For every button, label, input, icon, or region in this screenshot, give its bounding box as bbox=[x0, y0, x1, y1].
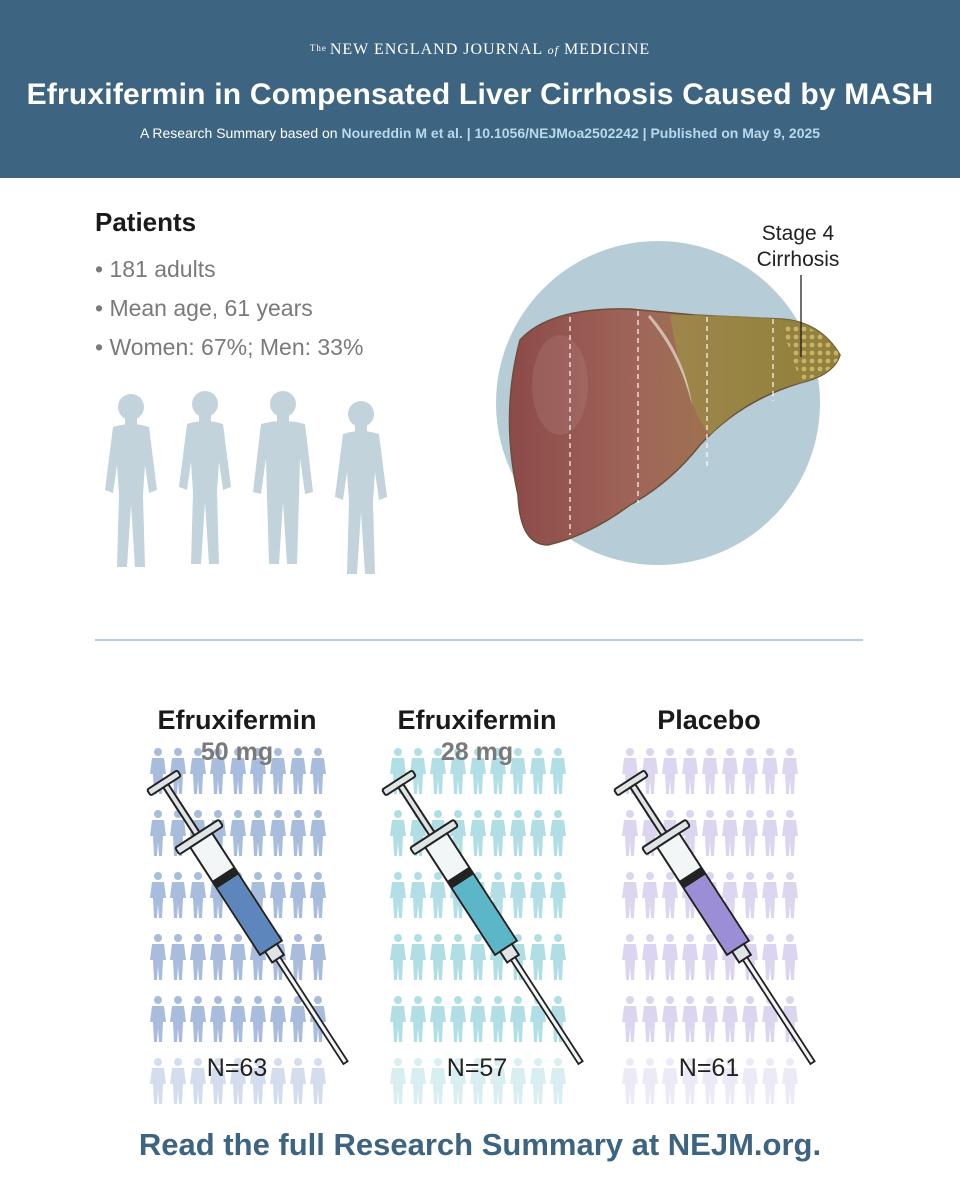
population-figure bbox=[642, 996, 658, 1042]
silhouette-woman-3 bbox=[335, 401, 387, 574]
population-figure bbox=[230, 934, 246, 980]
population-figure bbox=[682, 748, 698, 794]
population-figure bbox=[310, 810, 326, 856]
population-figure bbox=[270, 810, 286, 856]
syringe-icon-28mg bbox=[375, 766, 602, 1077]
group-2-count: N=57 bbox=[446, 1054, 508, 1082]
population-figure bbox=[550, 934, 566, 980]
footer-link[interactable]: Read the full Research Summary at NEJM.org. bbox=[138, 1127, 822, 1162]
population-figure bbox=[250, 996, 266, 1042]
population-figure bbox=[270, 872, 286, 918]
population-figure bbox=[230, 996, 246, 1042]
population-figure bbox=[390, 810, 406, 856]
population-figure bbox=[742, 872, 758, 918]
population-figure bbox=[190, 872, 206, 918]
population-figure bbox=[742, 748, 758, 794]
population-figure bbox=[210, 996, 226, 1042]
population-figure bbox=[410, 872, 426, 918]
population-figure bbox=[530, 872, 546, 918]
group-3-name: Placebo bbox=[657, 705, 761, 735]
journal-masthead bbox=[0, 41, 960, 59]
silhouette-woman-1 bbox=[105, 394, 157, 567]
population-figure bbox=[782, 748, 798, 794]
population-figure bbox=[682, 934, 698, 980]
journal-of: of bbox=[547, 43, 559, 57]
population-figure bbox=[642, 872, 658, 918]
population-figure bbox=[290, 872, 306, 918]
stage-label-line1: Stage 4 bbox=[761, 222, 835, 245]
population-figure bbox=[622, 872, 638, 918]
patients-bullet-age: • Mean age, 61 years bbox=[95, 295, 313, 321]
population-figure bbox=[150, 934, 166, 980]
population-figure bbox=[742, 810, 758, 856]
population-figure bbox=[230, 810, 246, 856]
group-1-dose: 50 mg bbox=[200, 738, 274, 766]
liver-highlight bbox=[532, 335, 588, 435]
journal-medicine: MEDICINE bbox=[563, 41, 651, 58]
population-figure bbox=[722, 810, 738, 856]
population-figure bbox=[250, 810, 266, 856]
population-figure bbox=[702, 748, 718, 794]
population-figure bbox=[762, 748, 778, 794]
page-title: Efruxifermin in Compensated Liver Cirrhosis Caused by MASH bbox=[26, 78, 934, 111]
population-figure bbox=[642, 934, 658, 980]
population-figure bbox=[510, 872, 526, 918]
population-figure bbox=[470, 996, 486, 1042]
population-figure bbox=[310, 934, 326, 980]
group-2-dose: 28 mg bbox=[440, 738, 514, 766]
population-figure bbox=[410, 996, 426, 1042]
population-figure bbox=[150, 810, 166, 856]
population-figure bbox=[722, 996, 738, 1042]
population-figure bbox=[702, 934, 718, 980]
population-figure bbox=[622, 810, 638, 856]
patients-bullet-count: • 181 adults bbox=[95, 256, 216, 282]
population-figure bbox=[430, 996, 446, 1042]
group-2-name: Efruxifermin bbox=[397, 705, 557, 735]
population-figure bbox=[722, 748, 738, 794]
group-3-count: N=61 bbox=[678, 1054, 740, 1082]
group-1-count: N=63 bbox=[206, 1054, 268, 1082]
header-banner bbox=[0, 0, 960, 178]
population-figure bbox=[682, 996, 698, 1042]
population-figure bbox=[390, 934, 406, 980]
population-figure bbox=[470, 934, 486, 980]
stage-label-line2: Cirrhosis bbox=[756, 248, 840, 271]
group-1-name: Efruxifermin bbox=[157, 705, 317, 735]
population-figure bbox=[430, 872, 446, 918]
population-figure bbox=[782, 934, 798, 980]
population-figure bbox=[662, 748, 678, 794]
population-figure bbox=[490, 996, 506, 1042]
syringe-icon-placebo bbox=[607, 766, 834, 1077]
population-figure bbox=[550, 872, 566, 918]
population-figure bbox=[410, 934, 426, 980]
population-figure bbox=[390, 996, 406, 1042]
stage-label bbox=[752, 221, 844, 273]
patient-silhouettes bbox=[95, 390, 395, 575]
population-figure bbox=[170, 996, 186, 1042]
population-figure bbox=[662, 996, 678, 1042]
citation-link[interactable]: Noureddin M et al. | 10.1056/NEJMoa2502242 | Published on May 9, 2025 bbox=[341, 125, 821, 141]
population-figure bbox=[190, 996, 206, 1042]
silhouette-woman-2 bbox=[179, 391, 231, 564]
population-figure bbox=[762, 872, 778, 918]
population-figure bbox=[702, 996, 718, 1042]
subtitle bbox=[0, 125, 960, 141]
population-figure bbox=[782, 810, 798, 856]
population-figure bbox=[270, 996, 286, 1042]
patients-bullet-sex: • Women: 67%; Men: 33% bbox=[95, 334, 364, 360]
population-figure bbox=[762, 810, 778, 856]
population-figure bbox=[170, 934, 186, 980]
population-figure bbox=[510, 996, 526, 1042]
population-figure bbox=[450, 996, 466, 1042]
population-figure bbox=[150, 872, 166, 918]
population-figure bbox=[742, 996, 758, 1042]
population-figure bbox=[622, 934, 638, 980]
population-figure bbox=[470, 810, 486, 856]
journal-name: NEW ENGLAND JOURNAL bbox=[329, 41, 543, 58]
population-figure bbox=[622, 996, 638, 1042]
population-figure bbox=[762, 934, 778, 980]
population-figure bbox=[170, 872, 186, 918]
population-figure bbox=[662, 872, 678, 918]
patients-heading: Patients bbox=[95, 207, 197, 237]
population-figure bbox=[430, 934, 446, 980]
population-figure bbox=[210, 934, 226, 980]
population-figure bbox=[490, 810, 506, 856]
population-figure bbox=[702, 810, 718, 856]
population-figure bbox=[530, 934, 546, 980]
population-figure bbox=[190, 934, 206, 980]
population-figure bbox=[530, 810, 546, 856]
subtitle-prefix: A Research Summary based on bbox=[139, 125, 338, 141]
population-figure bbox=[450, 934, 466, 980]
journal-the: The bbox=[309, 43, 327, 53]
population-figure bbox=[290, 934, 306, 980]
population-figure bbox=[510, 810, 526, 856]
silhouette-man bbox=[253, 391, 313, 564]
population-figure bbox=[290, 810, 306, 856]
population-figure bbox=[662, 934, 678, 980]
population-figure bbox=[310, 872, 326, 918]
population-figure bbox=[390, 872, 406, 918]
population-figure bbox=[150, 996, 166, 1042]
population-figure bbox=[782, 872, 798, 918]
population-figure bbox=[550, 810, 566, 856]
